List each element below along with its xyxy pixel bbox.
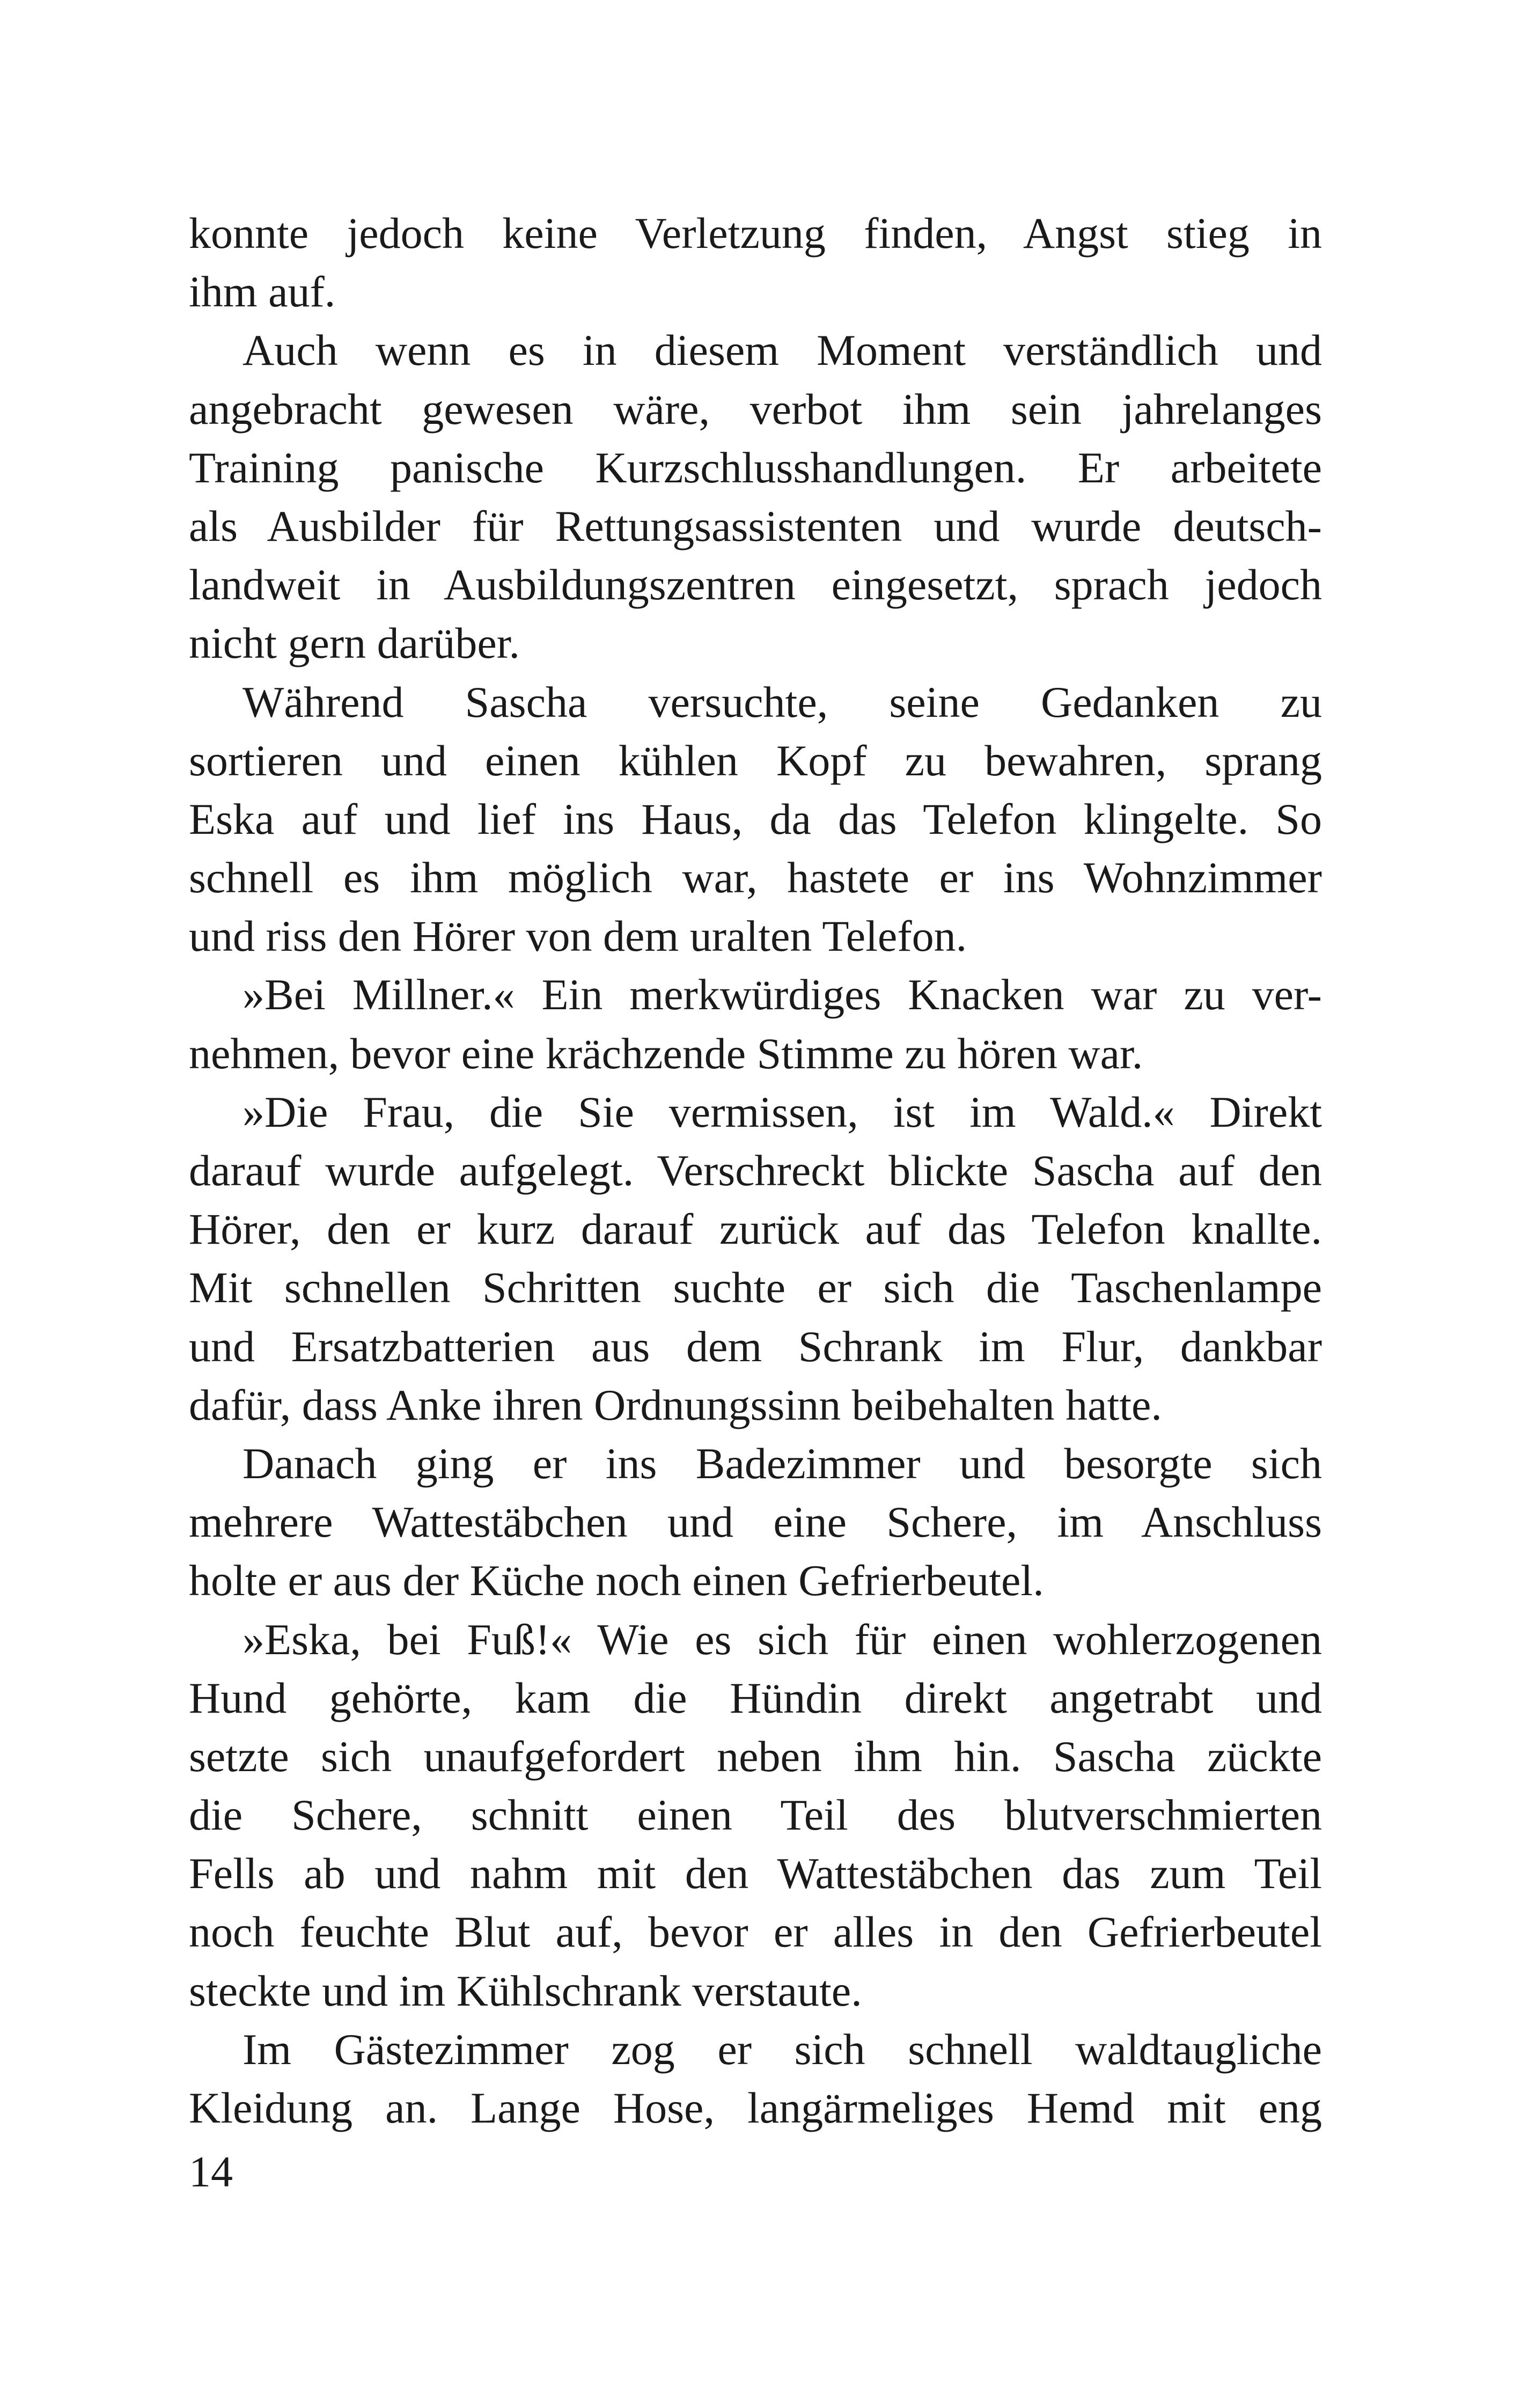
- text-line: Auch wenn es in diesem Moment verständlich und: [243, 326, 1322, 375]
- text-line: nicht gern darüber.: [189, 619, 520, 668]
- text-line: Hund gehörte, kam die Hündin direkt angetrabt und: [189, 1673, 1322, 1722]
- page-number: 14: [189, 2147, 233, 2196]
- text-line: »Eska, bei Fuß!« Wie es sich für einen wohlerzogenen: [243, 1614, 1322, 1664]
- text-line: und riss den Hörer von dem uralten Telefon.: [189, 912, 967, 961]
- text-line: steckte und im Kühlschrank verstaute.: [189, 1966, 862, 2015]
- text-line: sortieren und einen kühlen Kopf zu bewahren, sprang: [189, 736, 1322, 785]
- text-line: als Ausbilder für Rettungsassistenten und wurde deutsch-: [189, 501, 1322, 550]
- text-line: und Ersatzbatterien aus dem Schrank im Flur, dankbar: [189, 1322, 1322, 1371]
- text-line: die Schere, schnitt einen Teil des blutverschmierten: [189, 1790, 1322, 1840]
- text-line: landweit in Ausbildungszentren eingesetzt, sprach jedoch: [189, 560, 1322, 610]
- text-line: setzte sich unaufgefordert neben ihm hin. Sascha zückte: [189, 1731, 1322, 1781]
- text-line: Danach ging er ins Badezimmer und besorgte sich: [243, 1438, 1322, 1488]
- text-line: schnell es ihm möglich war, hastete er ins Wohnzimmer: [189, 853, 1322, 902]
- paragraph-5: [189, 1083, 1322, 1434]
- text-line: angebracht gewesen wäre, verbot ihm sein jahrelanges: [189, 384, 1322, 434]
- text-line: Fells ab und nahm mit den Wattestäbchen das zum Teil: [189, 1849, 1322, 1898]
- text-line: dafür, dass Anke ihren Ordnungssinn beibehalten hatte.: [189, 1380, 1162, 1429]
- paragraph-4: [189, 965, 1322, 1082]
- paragraph-8: [189, 2020, 1322, 2137]
- text-line: holte er aus der Küche noch einen Gefrierbeutel.: [189, 1556, 1044, 1605]
- text-line: Eska auf und lief ins Haus, da das Telefon klingelte. So: [189, 794, 1322, 843]
- paragraph-2: [189, 321, 1322, 672]
- text-line: »Die Frau, die Sie vermissen, ist im Wald.« Direkt: [243, 1087, 1322, 1136]
- text-line: »Bei Millner.« Ein merkwürdiges Knacken war zu ver-: [243, 970, 1322, 1019]
- text-line: Mit schnellen Schritten suchte er sich die Taschenlampe: [189, 1263, 1322, 1312]
- body-text: [189, 204, 1322, 2137]
- text-line: Training panische Kurzschlusshandlungen. Er arbeitete: [189, 443, 1322, 492]
- paragraph-3: [189, 673, 1322, 966]
- text-line: mehrere Wattestäbchen und eine Schere, im Anschluss: [189, 1497, 1322, 1547]
- text-line: nehmen, bevor eine krächzende Stimme zu hören war.: [189, 1029, 1143, 1078]
- paragraph-6: [189, 1434, 1322, 1610]
- text-line: noch feuchte Blut auf, bevor er alles in den Gefrierbeutel: [189, 1907, 1322, 1957]
- text-line: ihm auf.: [189, 267, 336, 317]
- text-line: Kleidung an. Lange Hose, langärmeliges Hemd mit eng: [189, 2083, 1322, 2132]
- text-line: Während Sascha versuchte, seine Gedanken zu: [243, 677, 1322, 726]
- paragraph-7: [189, 1610, 1322, 2020]
- text-line: darauf wurde aufgelegt. Verschreckt blickte Sascha auf den: [189, 1146, 1322, 1195]
- text-line: konnte jedoch keine Verletzung finden, Angst stieg in: [189, 209, 1322, 258]
- paragraph-1: [189, 204, 1322, 321]
- text-line: Hörer, den er kurz darauf zurück auf das Telefon knallte.: [189, 1205, 1322, 1254]
- text-line: Im Gästezimmer zog er sich schnell waldtaugliche: [243, 2024, 1322, 2074]
